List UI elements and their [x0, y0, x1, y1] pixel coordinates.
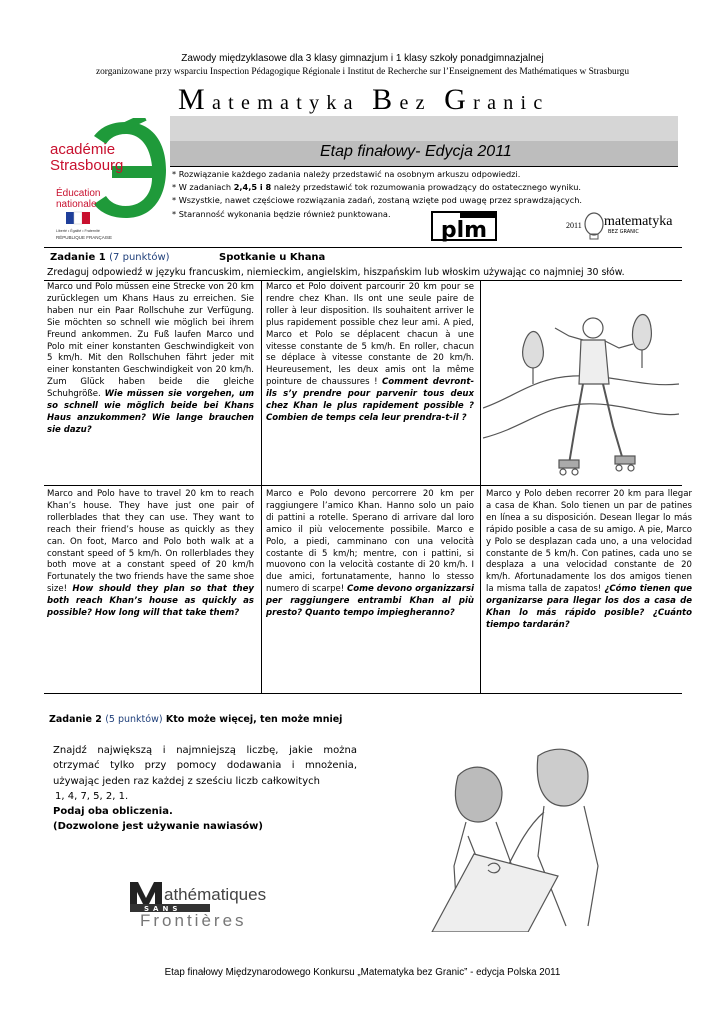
- task2-heading: [49, 714, 342, 725]
- task2-text: Znajdź największą i najmniejszą liczbę, jakie można otrzymać tylko przy pomocy dodawania i mnożenia, używając jeden raz każdej z sześciu liczb całkowitych: [53, 745, 357, 787]
- task1-points: (7 punktów): [109, 252, 170, 263]
- title-part-ranic: ranic: [473, 92, 550, 114]
- task2-title: Kto może więcej, ten może mniej: [162, 714, 343, 725]
- task1-spanish-cell: [486, 489, 692, 632]
- table-line-2: [44, 485, 682, 486]
- task1-spanish-question: ¿Cómo tienen que organizarse para llegar los dos a casa de Khan lo más rápido posible? ¿Cuánto tiempo tardarán?: [486, 584, 693, 630]
- mbg-year: 2011: [566, 221, 582, 230]
- table-line-3: [44, 693, 682, 694]
- rule-3: * Wszystkie, nawet częściowe rozwiązania zadań, zostaną wzięte pod uwagę przez sprawdzających.: [172, 195, 583, 206]
- task1-french-cell: [266, 282, 474, 425]
- task2-line1: Podaj oba obliczenia.: [53, 806, 173, 818]
- plm-text: plm: [440, 218, 488, 242]
- rule-2: * W zadaniach 2,4,5 i 8 należy przedstawić tok rozumowania prowadzący do ostatecznego wyniku.: [172, 182, 582, 193]
- rules-list: [172, 168, 582, 221]
- msf-line3: Frontières: [140, 911, 247, 930]
- rule-1: * Rozwiązanie każdego zadania należy przedstawić na osobnym arkuszu odpowiedzi.: [172, 169, 521, 179]
- task1-english-text: Marco and Polo have to travel 20 km to reach Khan’s house. They have just one pair of rollerblades that they can use. They want to reach their friend’s house as quickly as they can. On foot, Marco and Polo both walk at a constant speed of 5 km/h. On rollerblades they both move at a constant speed of 20 km/h Fortunately the two friends have the same shoe size!: [47, 489, 254, 595]
- header-line-1: Zawody międzyklasowe dla 3 klasy gimnazjum i 1 klasy szkoły ponadgimnazjalnej: [181, 53, 544, 64]
- title-part-atematyka: atematyka: [211, 92, 373, 114]
- title-letter-g: G: [444, 83, 474, 116]
- academie-strasbourg-logo: [48, 118, 168, 242]
- task2-body: [53, 743, 357, 835]
- rule-4: * Staranność wykonania będzie również punktowana.: [172, 208, 391, 219]
- msf-line2: SANS: [144, 905, 182, 913]
- task1-title: Spotkanie u Khana: [219, 252, 326, 263]
- task1-english-cell: [47, 489, 254, 620]
- table-vline-2: [480, 280, 481, 485]
- students-laptop-illustration: [388, 736, 616, 932]
- task1-italian-cell: [266, 489, 474, 620]
- task1-english-question: How should they plan so that they both reach Khan’s house as quickly as possible? How long will that take them?: [47, 584, 254, 619]
- task1-german-question: Wie müssen sie vorgehen, um so schnell wie möglich beide bei Khans Haus anzukommen? Wie lange brauchen sie dazu?: [47, 389, 254, 435]
- task1-italian-question: Come devono organizzarsi per raggiungere entrambi Khan al più presto? Quanto tempo impiegheranno?: [266, 584, 475, 619]
- task2-line2: (Dozwolone jest używanie nawiasów): [53, 821, 263, 833]
- academie-text: académie: [50, 141, 116, 158]
- page-title: [178, 83, 550, 117]
- nationale-text: nationale: [56, 199, 97, 210]
- task2-points: (5 punktów): [105, 714, 163, 725]
- header-line-2: zorganizowane przy wsparciu Inspection Pédagogique Régionale i Institut de Recherche sur l’Enseignement des Mathématiques w Strasburgu: [95, 67, 630, 77]
- table-line-1: [44, 280, 682, 281]
- rollerblader-illustration: [483, 288, 679, 480]
- table-vline-3: [480, 485, 481, 693]
- msf-line1: athématiques: [164, 885, 267, 904]
- mbg-name: matematyka: [604, 214, 673, 229]
- education-text: Éducation: [56, 188, 101, 199]
- task1-french-text: Marco et Polo doivent parcourir 20 km pour se rendre chez Khan. Ils ont une seule paire de roller à leur disposition. Ils souhaitent arriver le plus rapidement possible chez leur ami. A pied, Marco et Polo se déplacent chacun à une vitesse constante de 5 km/h. En roller, chacun se déplace à vitesse constante de 20 km/h. Heureusement, les deux amis ont la même pointure de chaussures !: [266, 282, 474, 388]
- banner-top-band: [170, 116, 678, 141]
- task1-spanish-text: Marco y Polo deben recorrer 20 km para llegar a casa de Khan. Solo tienen un par de patines en línea a su disposición. Desean llegar lo más rápido posible a casa de su amigo. A pie, Marco y Polo se desplazan cada uno, a una velocidad constante de 5 km/h. Con patines, cada uno se desplaza a una velocidad constante de 20 km/h. Afortunadamente los dos amigos tienen la misma talla de zapatos!: [486, 489, 692, 595]
- task2-numbers: 1, 4, 7, 5, 2, 1.: [55, 790, 129, 802]
- task1-instruction: Zredaguj odpowiedź w języku francuskim, niemieckim, angielskim, hiszpańskim lub włoskim używając co najmniej 30 słów.: [47, 267, 625, 278]
- page-footer: Etap finałowy Międzynarodowego Konkursu „Matematyka bez Granic” - edycja Polska 2011: [164, 967, 561, 978]
- title-letter-b: B: [372, 83, 400, 116]
- title-part-ez: ez: [399, 92, 445, 114]
- task1-label: Zadanie 1: [50, 252, 110, 263]
- republique-text: RÉPUBLIQUE FRANÇAISE: [56, 235, 113, 240]
- table-vline-1: [261, 280, 262, 693]
- svg-text:Liberté • Égalité • Fraternité: Liberté • Égalité • Fraternité: [56, 229, 100, 233]
- task1-heading: [50, 252, 170, 263]
- title-letter-m: M: [178, 83, 212, 116]
- mbg-2011-logo: [566, 208, 678, 242]
- strasbourg-text: Strasbourg: [50, 157, 124, 174]
- mbg-sub: BEZ GRANIC: [608, 229, 639, 235]
- divider-top: [44, 247, 682, 248]
- etap-title: Etap finałowy- Edycja 2011: [320, 143, 512, 160]
- mathematiques-sans-frontieres-logo: [130, 880, 285, 930]
- task1-german-cell: [47, 282, 254, 437]
- task1-french-question: Comment devront-ils s’y prendre pour parvenir tous deux chez Khan le plus rapidement possible ?Combien de temps cela leur prendra-t-il ?: [266, 377, 474, 423]
- task1-italian-text: Marco e Polo devono percorrere 20 km per raggiungere l’amico Khan. Hanno solo un paio di pattini a rotelle. Sperano di arrivare dal loro amico il più velocemente possibile. Marco e Polo, a piedi, camminano con una velocità costante di 5 km/h; mentre, con i pattini, si muovono con la velocità costante di 20 km/h. I due amici, fortunatamente, hanno lo stesso numero di scarpe!: [266, 489, 474, 595]
- plm-logo: [430, 210, 498, 242]
- task1-german-text: Marco und Polo müssen eine Strecke von 20 km zurücklegen um Khans Haus zu erreichen. Sie haben nur ein Paar Rollschuhe zur Verfügung. Sie möchten so schnell wie möglich bei ihrem Freund ankommen. Zu Fuß laufen Marco und Polo mit einer konstanten Geschwindigkeit von 5 km/h. Mit den Rollschuhen fährt jeder mit einer konstanten Geschwindigkeit von 20 km/h. Zum Glück haben beide die gleiche Schuhgröße.: [47, 282, 254, 400]
- task2-label: Zadanie 2: [49, 714, 106, 725]
